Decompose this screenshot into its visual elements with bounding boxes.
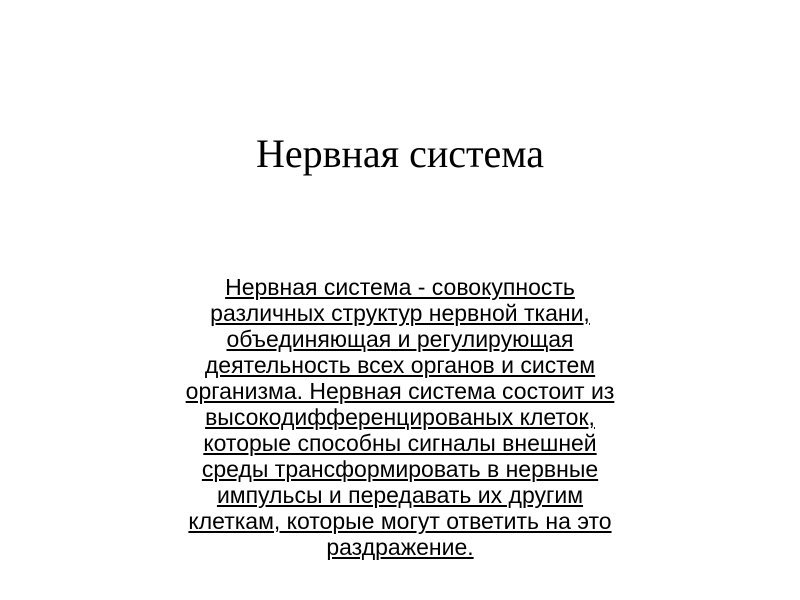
body-line: объединяющая и регулирующая [226, 326, 574, 352]
body-line: среды трансформировать в нервные [201, 456, 599, 482]
slide-body-text [120, 274, 680, 560]
body-line: которые способны сигналы внешней [203, 430, 597, 456]
body-line: раздражение. [326, 534, 474, 560]
body-line: различных структур нервной ткани, [210, 300, 590, 326]
body-line: деятельность всех органов и систем [204, 352, 596, 378]
body-line: Нервная система - совокупность [225, 274, 575, 300]
body-line: клеткам, которые могут ответить на это [188, 508, 612, 534]
slide-title: Нервная система [255, 131, 545, 176]
body-line: организма. Нервная система состоит из [185, 378, 615, 404]
body-line: высокодифференцированых клеток, [205, 404, 595, 430]
body-line: импульсы и передавать их другим [216, 482, 584, 508]
